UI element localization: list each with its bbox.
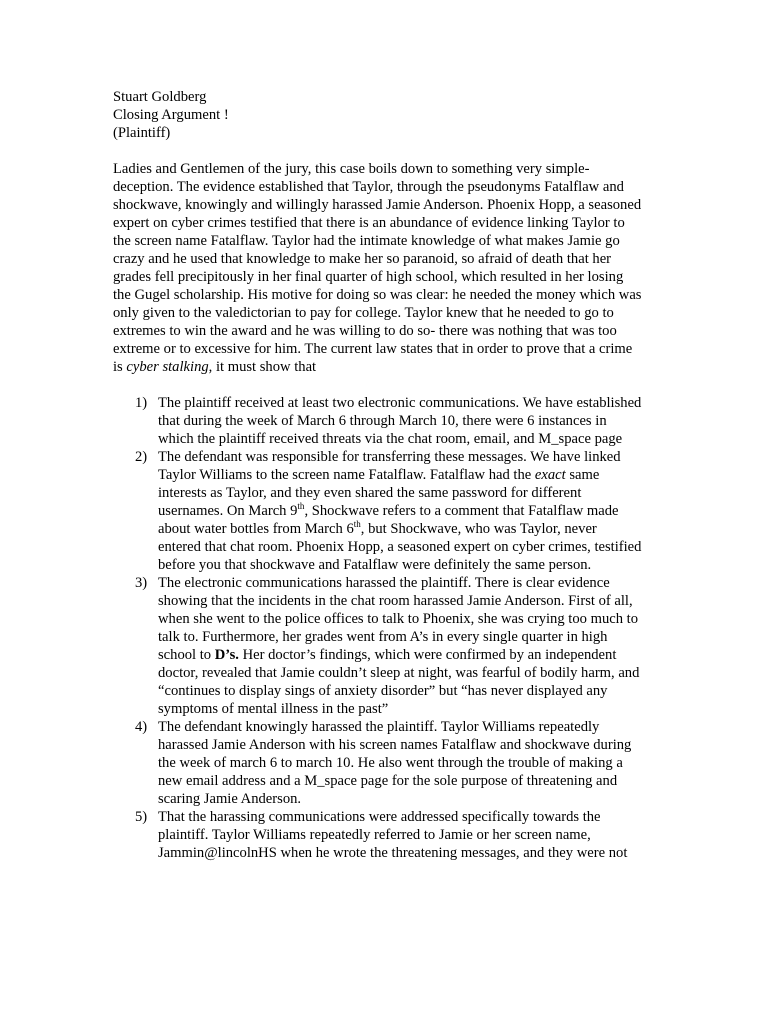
item-text: same interests as Taylor, and they even shared the same password for different usernames. On March 9 xyxy=(158,467,600,519)
item-bold-text: D’s. xyxy=(214,647,239,663)
ordinal-suffix: th xyxy=(297,501,305,512)
document-header xyxy=(113,88,643,142)
list-item xyxy=(113,448,643,574)
ordinal-suffix: th xyxy=(353,519,361,530)
item-number: 1) xyxy=(135,395,148,411)
intro-emphasis: cyber stalking xyxy=(126,359,209,375)
item-number: 5) xyxy=(135,809,148,825)
document-body xyxy=(113,88,643,862)
item-number: 4) xyxy=(135,719,148,735)
author-name: Stuart Goldberg xyxy=(113,89,207,105)
item-text: , Shockwave refers to a comment that Fatalflaw made about water bottles from March 6 xyxy=(158,503,619,537)
item-text: That the harassing communications were addressed specifically towards the plaintiff. Taylor Williams repeatedly referred to Jamie or her screen name, Jammin@lincolnHS when he wrote the threatening messages, and they were not xyxy=(158,809,628,861)
list-item xyxy=(113,574,643,718)
item-text: , but Shockwave, who was Taylor, never entered that chat room. Phoenix Hopp, a seasoned expert on cyber crimes, testified before you that shockwave and Fatalflaw were definitely the same person. xyxy=(158,521,642,573)
item-text: The electronic communications harassed the plaintiff. There is clear evidence showing that the incidents in the chat room harassed Jamie Anderson. First of all, when she went to the police offices to talk to Phoenix, she was crying too much to talk to. Furthermore, her grades went from A’s in every single quarter in high school to xyxy=(158,575,639,663)
list-item xyxy=(113,718,643,808)
party-label: (Plaintiff) xyxy=(113,125,171,141)
item-text: The defendant knowingly harassed the plaintiff. Taylor Williams repeatedly harassed Jamie Anderson with his screen names Fatalflaw and shockwave during the week of march 6 to march 10. He also went through the trouble of making a new email address and a M_space page for the sole purpose of threatening and scaring Jamie Anderson. xyxy=(158,719,632,807)
list-item xyxy=(113,808,643,862)
item-number: 2) xyxy=(135,449,148,465)
list-item xyxy=(113,394,643,448)
intro-paragraph xyxy=(113,160,643,376)
document-title: Closing Argument ! xyxy=(113,107,229,123)
item-text: The defendant was responsible for transferring these messages. We have linked Taylor Williams to the screen name Fatalflaw. Fatalflaw had the xyxy=(158,449,621,483)
intro-text-1: Ladies and Gentlemen of the jury, this case boils down to something very simple- deception. The evidence established that Taylor, through the pseudonyms Fatalflaw and shockwave, knowingly and willingly harassed Jamie Anderson. Phoenix Hopp, a seasoned expert on cyber crimes testified that there is an abundance of evidence linking Taylor to the screen name Fatalflaw. Taylor had the intimate knowledge of what makes Jamie go crazy and he used that knowledge to make her so paranoid, so afraid of death that her grades fell precipitously in her final quarter of high school, which resulted in her losing the Gugel scholarship. His motive for doing so was clear: he needed the money which was only given to the valedictorian to pay for college. Taylor knew that he needed to go to extremes to win the award and he was willing to do so- there was nothing that was too extreme or to excessive for him. The current law states that in order to prove that a crime is xyxy=(113,161,642,375)
item-text: Her doctor’s findings, which were confirmed by an independent doctor, revealed that Jamie couldn’t sleep at night, was fearful of bodily harm, and “continues to display sings of anxiety disorder” but “has never displayed any symptoms of mental illness in the past” xyxy=(158,647,640,717)
item-number: 3) xyxy=(135,575,148,591)
item-emphasis: exact xyxy=(534,467,566,483)
item-text: The plaintiff received at least two electronic communications. We have established that during the week of March 6 through March 10, there were 6 instances in which the plaintiff received threats via the chat room, email, and M_space page xyxy=(158,395,642,447)
intro-text-2: , it must show that xyxy=(208,359,317,375)
elements-list xyxy=(113,394,643,862)
